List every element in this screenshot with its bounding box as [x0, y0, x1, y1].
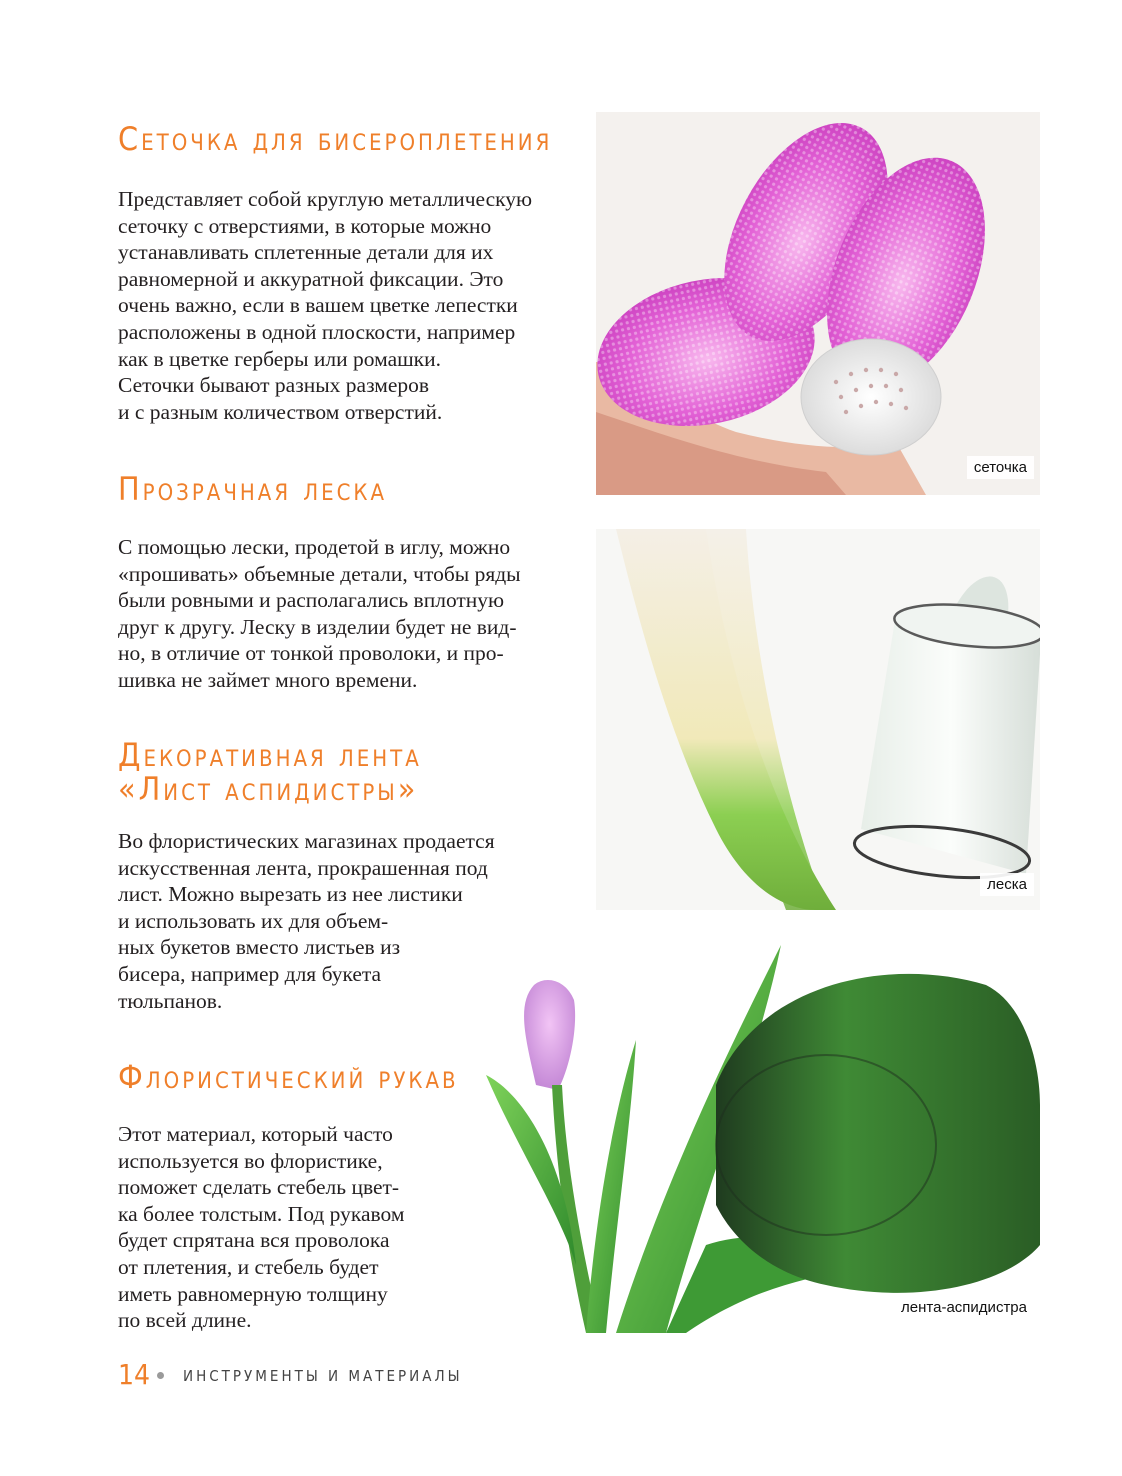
section-title-ribbon-line1: Декоративная лента: [118, 736, 422, 774]
beaded-flower-on-mesh-photo: [596, 112, 1040, 495]
fishing-line-spool-photo: [596, 529, 1040, 910]
photo-caption-ribbon: лента-аспидистра: [894, 1296, 1034, 1319]
running-title: ИНСТРУМЕНТЫ И МАТЕРИАЛЫ: [183, 1367, 463, 1385]
section-title-ribbon-line2: «Лист аспидистры»: [118, 770, 419, 808]
photo-caption-fishing-line: леска: [980, 873, 1034, 896]
section-title-floral-sleeve: Флористический рукав: [118, 1058, 459, 1096]
section-body-ribbon: Во флористических магазинах продается искусственная лента, прокрашенная под лист. Можно вырезать из нее листики и использовать их для объем- ных букетов вместо листьев из бисера, например для букета тюльпанов.: [118, 829, 495, 1013]
photo-caption-mesh: сеточка: [967, 456, 1034, 479]
section-body-mesh: Представляет собой круглую металлическую сеточку с отверстиями, в которые можно устанавливать сплетенные детали для их равномерной и аккуратной фиксации. Это очень важно, если в вашем цветке лепестки расположены в одной плоскости, например как в цветке герберы или ромашки. Сеточки бывают разных размеров и с разным количеством отверстий.: [118, 187, 533, 424]
section-title-ribbon: [118, 738, 422, 806]
beaded-flower-illustration: [596, 112, 1040, 495]
page-number: 14: [118, 1358, 151, 1391]
fishing-line-illustration: [596, 529, 1040, 910]
aspidistra-ribbon-illustration: [466, 945, 1040, 1333]
footer-bullet-icon: [157, 1372, 164, 1379]
section-body-floral-sleeve: Этот материал, который часто используется во флористике, поможет сделать стебель цвет- ка более толстым. Под рукавом будет спрятана вся проволока от плетения, и стебель будет иметь равномерную толщину по всей длине.: [118, 1122, 405, 1333]
section-title-mesh: Сеточка для бисероплетения: [118, 120, 553, 158]
section-title-fishing-line: Прозрачная леска: [118, 470, 388, 508]
section-body-fishing-line: С помощью лески, продетой в иглу, можно «прошивать» объемные детали, чтобы ряды были ровными и располагались вплотную друг к другу. Леску в изделии будет не вид- но, в отличие от тонкой проволоки, и про- шивка не займет много времени.: [118, 535, 521, 692]
aspidistra-ribbon-photo: [466, 945, 1040, 1333]
